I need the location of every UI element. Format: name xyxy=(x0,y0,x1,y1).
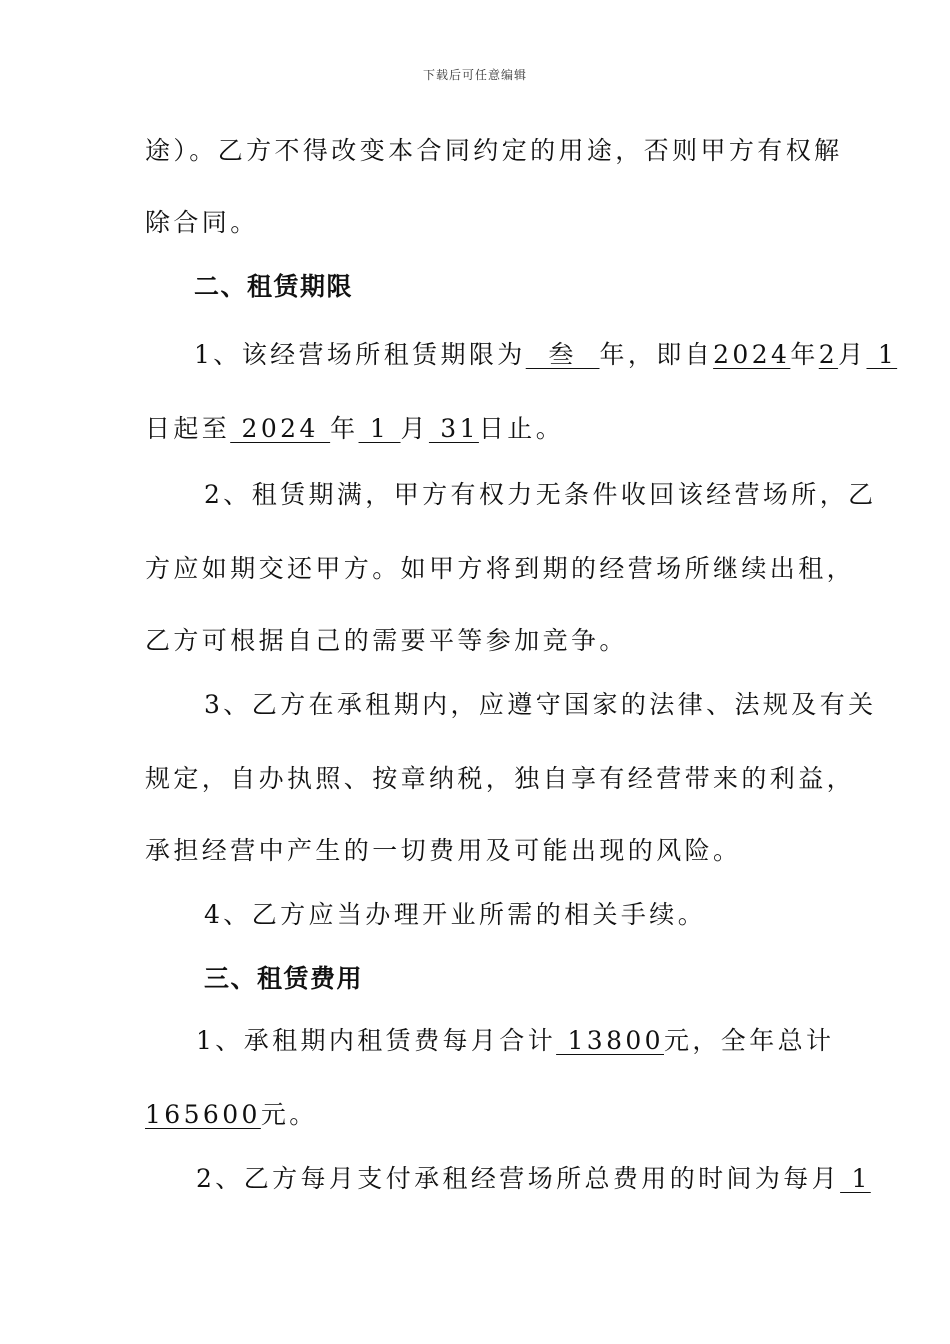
clause-text: 2、乙方每月支付承租经营场所总费用的时间为每月 xyxy=(196,1164,841,1193)
start-month-blank: 2 xyxy=(818,340,839,369)
term-clause-2-line-3: 乙方可根据自己的需要平等参加竞争。 xyxy=(145,626,628,655)
term-clause-4: 4、乙方应当办理开业所需的相关手续。 xyxy=(204,900,707,929)
body-line-2: 除合同。 xyxy=(145,208,259,237)
clause-text: 年 xyxy=(790,340,819,369)
start-day-blank: 1 xyxy=(866,340,898,369)
body-line-1: 途）。乙方不得改变本合同约定的用途，否则甲方有权解 xyxy=(145,136,843,165)
section-heading-term: 二、租赁期限 xyxy=(194,272,354,301)
page-header: 下载后可任意编辑 xyxy=(422,68,527,82)
term-clause-1-line-2 xyxy=(145,414,564,444)
monthly-fee-blank: 13800 xyxy=(556,1026,664,1055)
clause-text: 元。 xyxy=(260,1100,318,1129)
clause-text: 月 xyxy=(838,340,867,369)
end-day-blank: 31 xyxy=(428,414,479,443)
end-year-blank: 2024 xyxy=(230,414,331,443)
term-clause-2-line-1: 2、租赁期满，甲方有权力无条件收回该经营场所，乙 xyxy=(204,480,877,509)
fee-clause-2-line-1 xyxy=(196,1164,871,1194)
clause-text: 年，即自 xyxy=(599,340,714,369)
term-clause-3-line-3: 承担经营中产生的一切费用及可能出现的风险。 xyxy=(145,836,742,865)
lease-years-blank: 叁 xyxy=(525,340,600,369)
clause-text: 年 xyxy=(330,414,359,443)
fee-clause-1-line-2 xyxy=(145,1100,318,1130)
term-clause-3-line-1: 3、乙方在承租期内，应遵守国家的法律、法规及有关 xyxy=(204,690,877,719)
end-month-blank: 1 xyxy=(358,414,401,443)
clause-text: 日起至 xyxy=(145,414,231,443)
term-clause-1-line-1 xyxy=(194,340,897,370)
payment-day-blank: 1 xyxy=(840,1164,871,1193)
clause-text: 1、该经营场所租赁期限为 xyxy=(194,340,526,369)
start-year-blank: 2024 xyxy=(713,340,791,369)
clause-text: 月 xyxy=(400,414,429,443)
clause-text: 1、承租期内租赁费每月合计 xyxy=(196,1026,557,1055)
fee-clause-1-line-1 xyxy=(196,1026,834,1056)
term-clause-2-line-2: 方应如期交还甲方。如甲方将到期的经营场所继续出租， xyxy=(145,554,856,583)
term-clause-3-line-2: 规定，自办执照、按章纳税，独自享有经营带来的利益， xyxy=(145,764,856,793)
section-heading-fees: 三、租赁费用 xyxy=(204,964,364,993)
annual-fee-blank: 165600 xyxy=(145,1100,261,1129)
clause-text: 元，全年总计 xyxy=(664,1026,835,1055)
clause-text: 日止。 xyxy=(478,414,565,443)
